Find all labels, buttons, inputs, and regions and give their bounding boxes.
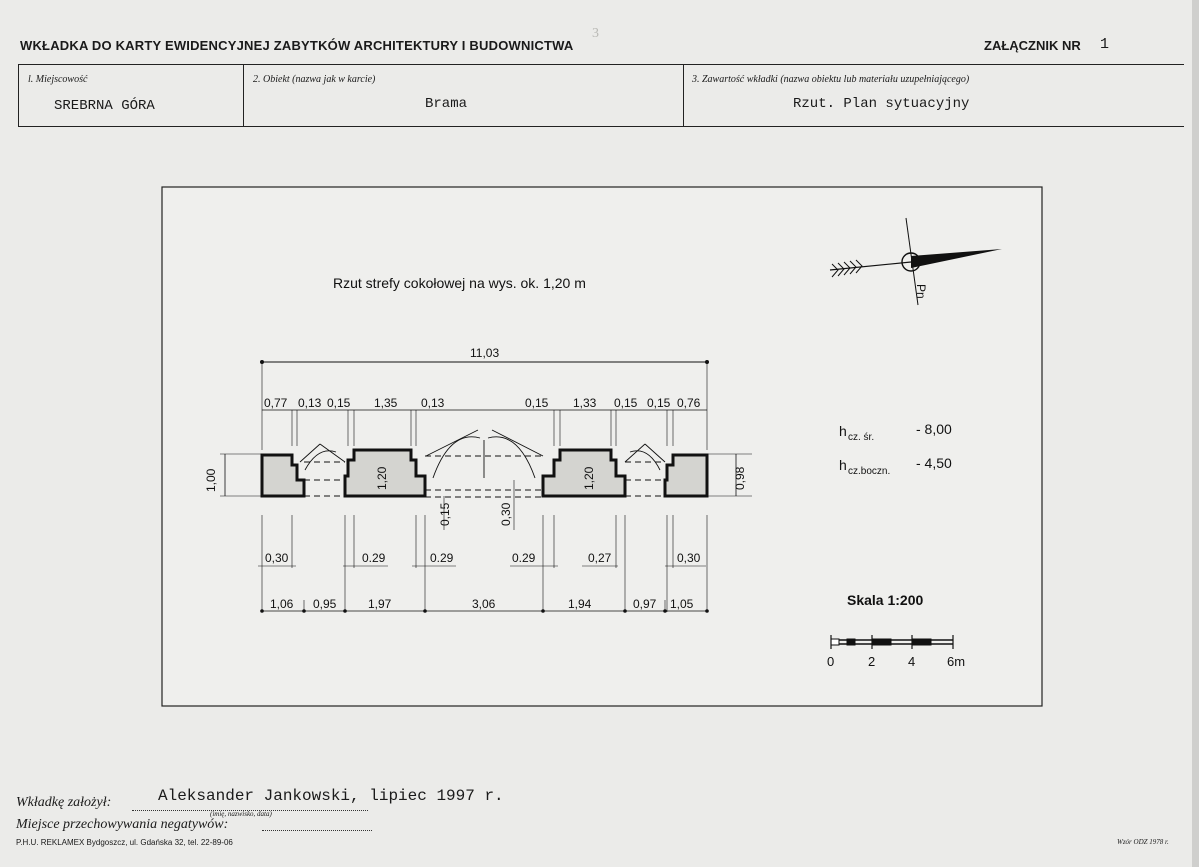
pier-dim: 0.29: [430, 551, 454, 565]
created-value: Aleksander Jankowski, lipiec 1997 r.: [158, 787, 504, 805]
top-dim: 0,15: [614, 396, 638, 410]
printer-info: P.H.U. REKLAMEX Bydgoszcz, ul. Gdańska 32, tel. 22-89-06: [16, 838, 233, 847]
locality-label: l. Miejscowość: [28, 74, 88, 85]
pier-dim: 0.29: [512, 551, 536, 565]
content-label: 3. Zawartość wkładki (nazwa obiektu lub materiału uzupełniającego): [692, 74, 970, 85]
created-label: Wkładkę założył:: [16, 795, 112, 810]
scale-tick: 2: [868, 654, 876, 669]
negatives-label: Miejsce przechowywania negatywów:: [16, 817, 229, 832]
svg-text:- 4,50: - 4,50: [916, 455, 952, 471]
negatives-dotted-line: [262, 830, 372, 831]
object-value: Brama: [425, 96, 468, 112]
vertical-dim: 1,00: [204, 468, 218, 492]
top-dim: 0,15: [327, 396, 351, 410]
bottom-dim: 1,06: [270, 597, 294, 611]
svg-text:cz. śr.: cz. śr.: [848, 432, 875, 443]
pier-dim: 0,30: [677, 551, 701, 565]
locality-value: SREBRNA GÓRA: [54, 98, 155, 114]
content-value: Rzut. Plan sytuacyjny: [793, 96, 970, 112]
north-label: Pn: [914, 284, 928, 299]
pier-dim: 0,27: [588, 551, 612, 565]
scale-tick: 4: [908, 654, 916, 669]
form-code: Wzór ODZ 1978 r.: [1117, 838, 1169, 846]
svg-text:h: h: [839, 457, 847, 473]
vertical-dim: 1,20: [582, 466, 596, 490]
vertical-dim: 0,30: [499, 502, 513, 526]
pier-dim: 0,30: [265, 551, 289, 565]
bottom-dim: 0,97: [633, 597, 657, 611]
bottom-dim: 0,95: [313, 597, 337, 611]
annex-number: 1: [1100, 36, 1110, 53]
drawing-title: Rzut strefy cokołowej na wys. ok. 1,20 m: [333, 275, 586, 291]
vertical-dim: 1,20: [375, 466, 389, 490]
pencil-mark: 3: [592, 26, 599, 41]
top-dim: 0,13: [421, 396, 445, 410]
top-dim: 0,15: [525, 396, 549, 410]
bottom-dim: 3,06: [472, 597, 496, 611]
scale-tick: 6m: [947, 654, 966, 669]
object-label: 2. Obiekt (nazwa jak w karcie): [253, 74, 376, 85]
top-dim: 0,13: [298, 396, 322, 410]
top-dim: 1,35: [374, 396, 398, 410]
bottom-dim: 1,94: [568, 597, 592, 611]
top-dim: 0,15: [647, 396, 671, 410]
overall-dim: 11,03: [470, 346, 500, 360]
form-title: WKŁADKA DO KARTY EWIDENCYJNEJ ZABYTKÓW ARCHITEKTURY I BUDOWNICTWA: [20, 38, 574, 53]
top-dim: 1,33: [573, 396, 597, 410]
svg-text:- 8,00: - 8,00: [916, 421, 952, 437]
scale-title: Skala 1:200: [847, 592, 924, 608]
top-dim: 0,76: [677, 396, 701, 410]
bottom-dim: 1,05: [670, 597, 694, 611]
vertical-dim: 0,98: [733, 466, 747, 490]
vertical-dim: 0,15: [438, 502, 452, 526]
created-hint: (imię, nazwisko, data): [210, 810, 272, 818]
scale-tick: 0: [827, 654, 835, 669]
svg-text:h: h: [839, 423, 847, 439]
annex-label: ZAŁĄCZNIK NR: [984, 38, 1081, 53]
pier-dim: 0.29: [362, 551, 386, 565]
top-dim: 0,77: [264, 396, 288, 410]
bottom-dim: 1,97: [368, 597, 392, 611]
drawing-frame: [162, 187, 1042, 706]
svg-text:cz.boczn.: cz.boczn.: [848, 466, 891, 477]
